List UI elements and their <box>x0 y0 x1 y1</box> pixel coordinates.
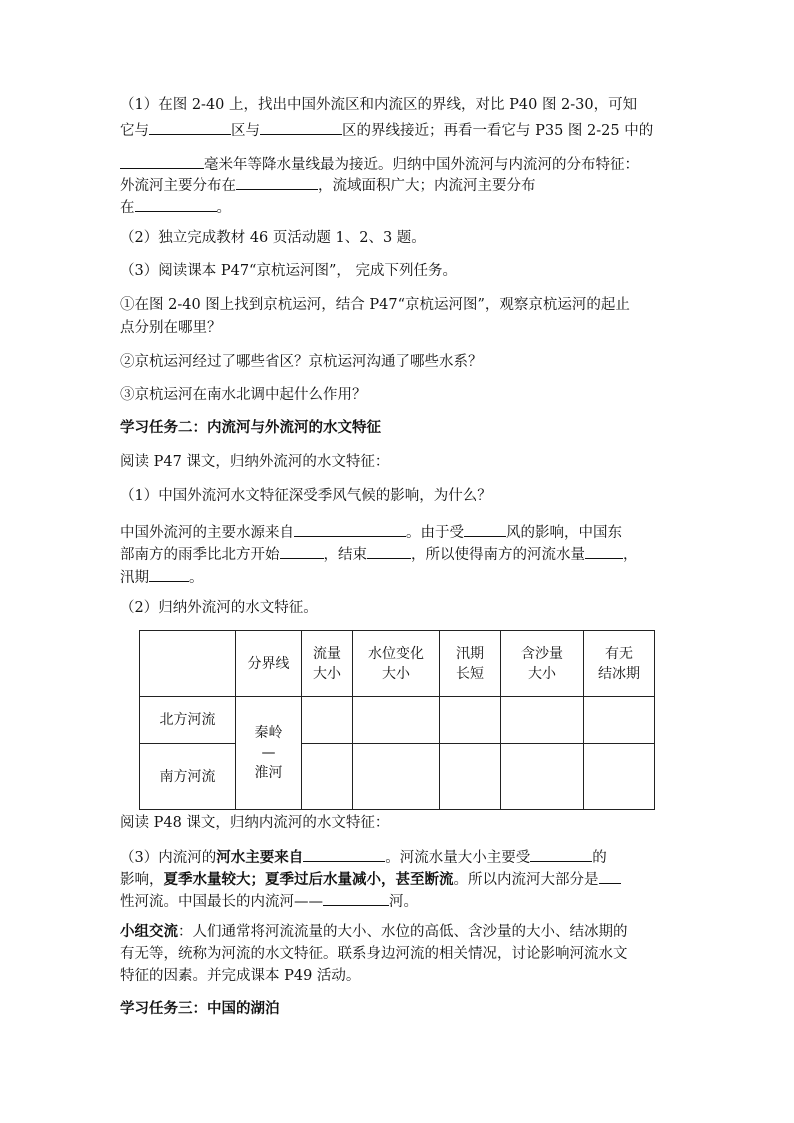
blank[interactable] <box>294 521 406 537</box>
q3-c1a: ①在图 2-40 图上找到京杭运河，结合 P47“京杭运河图”，观察京杭运河的起止 <box>120 297 630 313</box>
blank[interactable] <box>530 846 592 862</box>
table-cell[interactable] <box>302 744 353 810</box>
group-line-3: 特征的因素。并完成课本 P49 活动。 <box>120 968 361 984</box>
divider-top: 秦岭 <box>254 725 283 741</box>
row-label-south: 南方河流 <box>140 744 236 810</box>
header-flow: 流量 大小 <box>313 645 341 682</box>
header-cell <box>440 631 501 697</box>
table-row <box>140 744 655 810</box>
q2-line: （2）独立完成教材 46 页活动题 1、2、3 题。 <box>120 230 426 246</box>
row-label-north: 北方河流 <box>140 697 236 744</box>
task2-q1: （1）中国外流河水文特征深受季风气候的影响，为什么？ <box>120 488 492 504</box>
header-cell <box>501 631 584 697</box>
task2-q2: （2）归纳外流河的水文特征。 <box>120 600 318 616</box>
table-cell[interactable] <box>501 744 584 810</box>
blank[interactable] <box>303 846 385 862</box>
blank[interactable] <box>149 119 231 135</box>
inland-line-1: （3）内流河的河水主要来自 。河流水量大小主要受 的 <box>120 846 607 868</box>
q1-line-2: 它与 区与 区的界线接近；再看一看它与 P35 图 2-25 中的 <box>120 119 653 141</box>
blank[interactable] <box>585 543 623 559</box>
header-ice: 有无 结冰期 <box>598 645 640 682</box>
table-cell[interactable] <box>353 744 440 810</box>
divider-cell <box>236 697 302 810</box>
blank[interactable] <box>280 543 324 559</box>
q1-line-5: 在 。 <box>120 196 231 218</box>
table-cell[interactable] <box>353 697 440 744</box>
divider-dash: — <box>261 745 276 761</box>
header-cell <box>140 631 236 697</box>
blank[interactable] <box>149 566 189 582</box>
table-header-row <box>140 631 655 697</box>
inland-line-2: 影响，夏季水量较大；夏季过后水量减小，甚至断流。所以内流河大部分是 <box>120 868 621 890</box>
blank[interactable] <box>464 521 506 537</box>
blank[interactable] <box>236 174 318 190</box>
task2-title: 学习任务二：内流河与外流河的水文特征 <box>120 419 381 436</box>
task2-a2: 部南方的雨季比北方开始 ，结束 ，所以使得南方的河流水量 ， <box>120 543 638 565</box>
task2-a3: 汛期 。 <box>120 566 204 588</box>
blank[interactable] <box>599 868 621 884</box>
q3-c3: ③京杭运河在南水北调中起什么作用？ <box>120 387 367 403</box>
q1-line-3: 毫米年等降水量线最为接近。归纳中国外流河与内流河的分布特征： <box>120 153 639 175</box>
header-sediment: 含沙量 大小 <box>521 645 563 682</box>
blank[interactable] <box>135 196 217 212</box>
group-line-1: 小组交流：人们通常将河流流量的大小、水位的高低、含沙量的大小、结冰期的 <box>120 923 628 940</box>
task2-intro: 阅读 P47 课文，归纳外流河的水文特征： <box>120 454 390 470</box>
blank[interactable] <box>120 153 204 169</box>
header-cell <box>584 631 655 697</box>
blank[interactable] <box>260 119 342 135</box>
divider-bottom: 淮河 <box>254 765 283 781</box>
q3-c2: ②京杭运河经过了哪些省区？京杭运河沟通了哪些水系？ <box>120 354 483 370</box>
q1-line-4: 外流河主要分布在 ，流域面积广大；内流河主要分布 <box>120 174 536 196</box>
blank[interactable] <box>367 543 411 559</box>
table-cell[interactable] <box>501 697 584 744</box>
header-cell: 分界线 <box>236 631 302 697</box>
inland-intro: 阅读 P48 课文，归纳内流河的水文特征： <box>120 815 390 831</box>
table-cell[interactable] <box>302 697 353 744</box>
table-cell[interactable] <box>584 697 655 744</box>
header-flood: 汛期 长短 <box>456 645 484 682</box>
task2-a1: 中国外流河的主要水源来自 。由于受 风的影响，中国东 <box>120 521 622 543</box>
inland-line-3: 性河流。中国最长的内流河—— 河。 <box>120 890 418 912</box>
header-cell <box>353 631 440 697</box>
q3-line: （3）阅读课本 P47“京杭运河图”， 完成下列任务。 <box>120 263 457 279</box>
table-cell[interactable] <box>440 697 501 744</box>
hydrology-table <box>139 630 655 810</box>
table-cell[interactable] <box>440 744 501 810</box>
table-cell[interactable] <box>584 744 655 810</box>
blank[interactable] <box>323 890 389 906</box>
group-line-2: 有无等，统称为河流的水文特征。联系身边河流的相关情况，讨论影响河流水文 <box>120 946 628 962</box>
task3-title: 学习任务三：中国的湖泊 <box>120 1000 280 1017</box>
q1-line-1: （1）在图 2-40 上，找出中国外流区和内流区的界线，对比 P40 图 2-30，可知 <box>120 97 638 113</box>
header-level: 水位变化 大小 <box>368 645 424 682</box>
table-row <box>140 697 655 744</box>
q3-c1b: 点分别在哪里？ <box>120 320 222 336</box>
header-cell <box>302 631 353 697</box>
